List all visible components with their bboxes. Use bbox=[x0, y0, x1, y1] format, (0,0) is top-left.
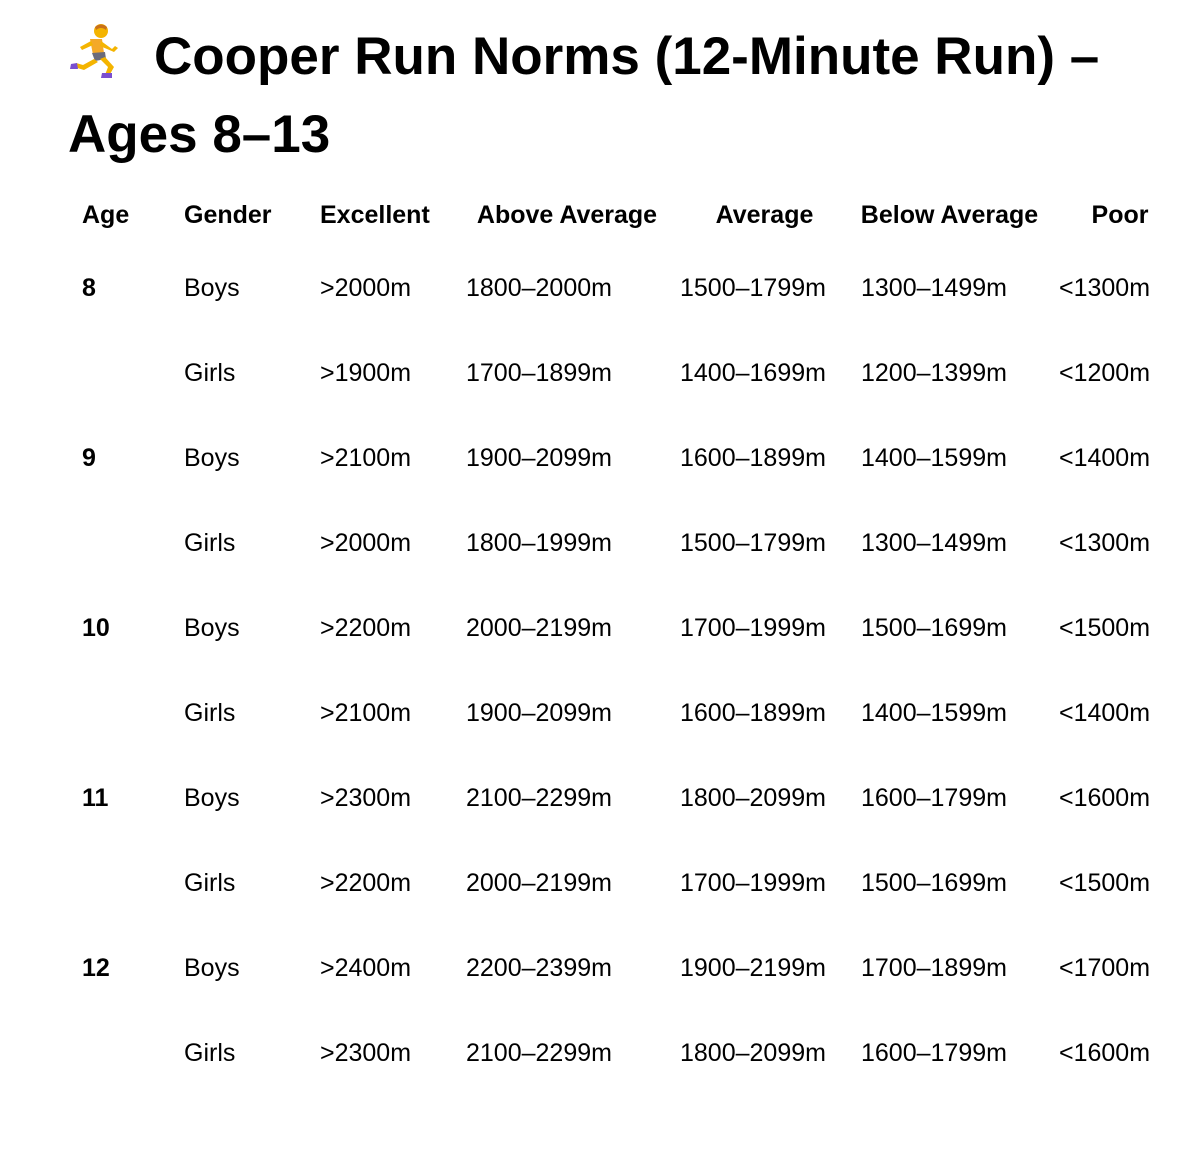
cell-below-average: 1500–1699m bbox=[861, 869, 1007, 897]
table-row bbox=[68, 782, 1198, 867]
cell-above-average: 1900–2099m bbox=[466, 444, 612, 472]
table-row bbox=[68, 357, 1198, 442]
column-header-above-average: Above Average bbox=[476, 201, 658, 229]
cell-age: 9 bbox=[82, 444, 96, 472]
cell-below-average: 1600–1799m bbox=[861, 1039, 1007, 1067]
cell-above-average: 1800–2000m bbox=[466, 274, 612, 302]
cell-below-average: 1500–1699m bbox=[861, 614, 1007, 642]
cell-above-average: 2200–2399m bbox=[466, 954, 612, 982]
cell-poor: <1500m bbox=[1059, 869, 1151, 897]
column-header-poor: Poor bbox=[1091, 201, 1149, 229]
cell-below-average: 1400–1599m bbox=[861, 444, 1007, 472]
cell-poor: <1600m bbox=[1059, 784, 1151, 812]
cell-age bbox=[68, 527, 162, 612]
cell-below-average: 1600–1799m bbox=[861, 784, 1007, 812]
cell-age bbox=[68, 1037, 162, 1122]
table-header-row bbox=[68, 192, 1198, 272]
cell-excellent: >2000m bbox=[320, 274, 412, 302]
column-header-gender: Gender bbox=[184, 201, 272, 229]
cell-average: 1700–1999m bbox=[680, 869, 826, 897]
cell-gender: Boys bbox=[184, 614, 240, 642]
cell-average: 1400–1699m bbox=[680, 359, 826, 387]
cell-below-average: 1700–1899m bbox=[861, 954, 1007, 982]
cell-gender: Girls bbox=[184, 869, 236, 897]
cell-excellent: >2300m bbox=[320, 784, 412, 812]
cell-average: 1800–2099m bbox=[680, 784, 826, 812]
cell-poor: <1700m bbox=[1059, 954, 1151, 982]
cell-poor: <1300m bbox=[1059, 529, 1151, 557]
cell-gender: Boys bbox=[184, 954, 240, 982]
cell-gender: Girls bbox=[184, 529, 236, 557]
cell-age: 12 bbox=[82, 954, 110, 982]
table-row bbox=[68, 527, 1198, 612]
cell-age: 11 bbox=[82, 784, 109, 812]
column-header-excellent: Excellent bbox=[320, 201, 430, 229]
title-text: Cooper Run Norms (12-Minute Run) – Ages 8–13 bbox=[68, 27, 1100, 164]
cell-excellent: >1900m bbox=[320, 359, 412, 387]
cell-excellent: >2300m bbox=[320, 1039, 412, 1067]
table-row bbox=[68, 952, 1198, 1037]
cell-poor: <1500m bbox=[1059, 614, 1151, 642]
table-row bbox=[68, 272, 1198, 357]
cell-average: 1900–2199m bbox=[680, 954, 826, 982]
cell-below-average: 1300–1499m bbox=[861, 529, 1007, 557]
cell-poor: <1600m bbox=[1059, 1039, 1151, 1067]
table-body bbox=[68, 272, 1198, 1122]
cell-excellent: >2100m bbox=[320, 444, 412, 472]
cell-age bbox=[68, 867, 162, 952]
cell-excellent: >2200m bbox=[320, 869, 412, 897]
cell-above-average: 2100–2299m bbox=[466, 784, 612, 812]
page-title bbox=[68, 18, 1188, 174]
cell-gender: Girls bbox=[184, 699, 236, 727]
cell-gender: Boys bbox=[184, 274, 240, 302]
cell-gender: Girls bbox=[184, 1039, 236, 1067]
cell-below-average: 1400–1599m bbox=[861, 699, 1007, 727]
cell-poor: <1300m bbox=[1059, 274, 1151, 302]
cell-excellent: >2000m bbox=[320, 529, 412, 557]
cell-average: 1500–1799m bbox=[680, 274, 826, 302]
cell-average: 1500–1799m bbox=[680, 529, 826, 557]
norms-table bbox=[68, 192, 1198, 1122]
cell-above-average: 1800–1999m bbox=[466, 529, 612, 557]
cell-age bbox=[68, 357, 162, 442]
person-running-icon bbox=[68, 22, 126, 78]
cell-above-average: 1900–2099m bbox=[466, 699, 612, 727]
cell-average: 1800–2099m bbox=[680, 1039, 826, 1067]
table-row bbox=[68, 612, 1198, 697]
table-row bbox=[68, 867, 1198, 952]
cell-age bbox=[68, 697, 162, 782]
table-row bbox=[68, 442, 1198, 527]
cell-average: 1700–1999m bbox=[680, 614, 826, 642]
table-row bbox=[68, 697, 1198, 782]
cell-below-average: 1200–1399m bbox=[861, 359, 1007, 387]
cell-age: 8 bbox=[82, 274, 96, 302]
cell-gender: Boys bbox=[184, 444, 240, 472]
cell-below-average: 1300–1499m bbox=[861, 274, 1007, 302]
cell-poor: <1400m bbox=[1059, 699, 1151, 727]
cell-above-average: 2000–2199m bbox=[466, 869, 612, 897]
cell-poor: <1200m bbox=[1059, 359, 1151, 387]
cell-excellent: >2100m bbox=[320, 699, 412, 727]
column-header-age: Age bbox=[82, 201, 130, 229]
column-header-average: Average bbox=[715, 201, 814, 229]
cell-above-average: 1700–1899m bbox=[466, 359, 612, 387]
column-header-below-average: Below Average bbox=[860, 201, 1039, 229]
cell-poor: <1400m bbox=[1059, 444, 1151, 472]
cell-average: 1600–1899m bbox=[680, 444, 826, 472]
cell-excellent: >2400m bbox=[320, 954, 412, 982]
cell-excellent: >2200m bbox=[320, 614, 412, 642]
cell-gender: Boys bbox=[184, 784, 240, 812]
table-row bbox=[68, 1037, 1198, 1122]
cell-age: 10 bbox=[82, 614, 110, 642]
cell-average: 1600–1899m bbox=[680, 699, 826, 727]
cell-above-average: 2000–2199m bbox=[466, 614, 612, 642]
cell-above-average: 2100–2299m bbox=[466, 1039, 612, 1067]
cell-gender: Girls bbox=[184, 359, 236, 387]
